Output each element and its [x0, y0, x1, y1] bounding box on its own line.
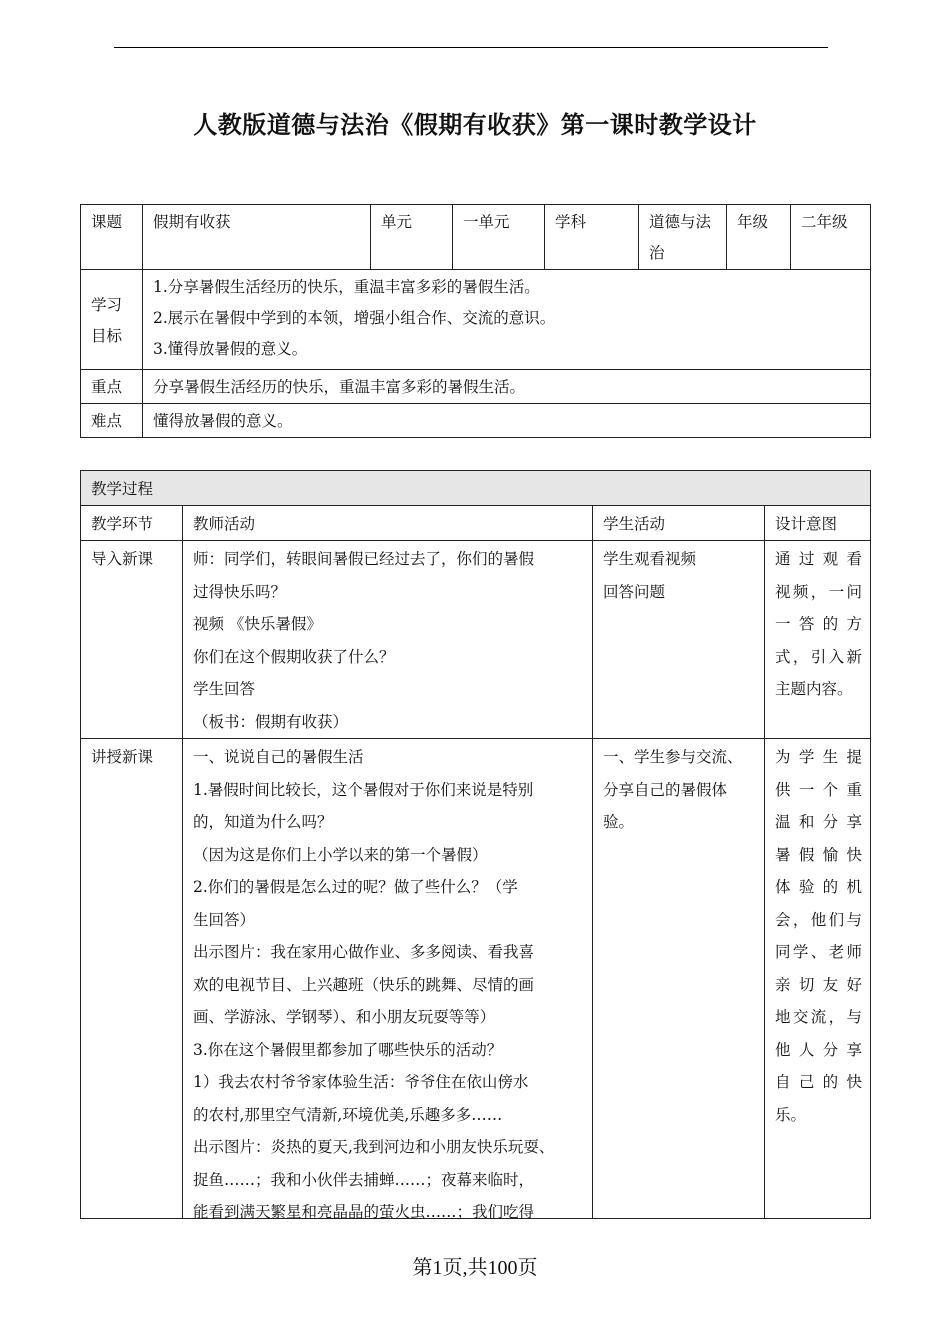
unit-value: 一单元 [453, 205, 545, 270]
stage-cell: 讲授新课 [81, 739, 183, 1219]
process-title-row [81, 471, 871, 506]
teacher-line: 师：同学们，转眼间暑假已经过去了，你们的暑假 [193, 550, 535, 568]
student-activity-cell [593, 739, 765, 1219]
intent-line: 自己的快 [775, 1073, 863, 1091]
student-line: 学生观看视频 [603, 550, 697, 568]
info-row-key [81, 370, 871, 404]
course-info-table [80, 204, 871, 438]
page-number: 第1页,共100页 [412, 1257, 538, 1279]
teacher-line: 学生回答 [193, 680, 256, 698]
topic-value: 假期有收获 [143, 205, 371, 270]
intent-line: 温和分享 [775, 813, 863, 831]
teacher-line: 过得快乐吗？ [193, 582, 287, 601]
intent-line: 同学、老师 [775, 943, 863, 961]
goals-label-line: 学习 [91, 295, 123, 314]
intent-line: 式，引入新 [775, 647, 863, 666]
subject-label: 学科 [545, 205, 639, 270]
grade-label: 年级 [727, 205, 791, 270]
goal-item: 3.懂得放暑假的意义。 [153, 340, 308, 358]
subject-value-line: 治 [649, 244, 665, 262]
key-value: 分享暑假生活经历的快乐，重温丰富多彩的暑假生活。 [143, 370, 871, 404]
intent-line: 主题内容。 [775, 680, 853, 698]
subject-value [639, 205, 727, 270]
teacher-line: 捉鱼……；我和小伙伴去捕蝉……；夜幕来临时， [193, 1170, 535, 1189]
goals-value [143, 270, 871, 370]
design-intent-cell [765, 739, 871, 1219]
process-row-lecture [81, 739, 871, 1219]
info-row-difficulty [81, 404, 871, 438]
intent-line: 会，他们与 [775, 910, 863, 929]
teacher-activity-cell [183, 739, 593, 1219]
teacher-line: 1）我去农村爷爷家体验生活：爷爷住在依山傍水 [193, 1073, 529, 1091]
design-intent-cell [765, 541, 871, 739]
header-rule [114, 47, 828, 48]
process-row-intro [81, 541, 871, 739]
page-title: 人教版道德与法治《假期有收获》第一课时教学设计 [193, 111, 757, 139]
unit-label: 单元 [371, 205, 453, 270]
teacher-line: （板书：假期有收获） [193, 712, 349, 731]
stage-cell: 导入新课 [81, 541, 183, 739]
student-line: 回答问题 [603, 582, 666, 601]
topic-label: 课题 [81, 205, 143, 270]
teacher-line: 欢的电视节目、上兴趣班（快乐的跳舞、尽情的画 [193, 975, 535, 994]
intent-line: 通过观看 [775, 550, 863, 568]
teacher-line: 的，知道为什么吗？ [193, 813, 333, 831]
teaching-process-table [80, 470, 871, 1219]
teacher-line: 视频 《快乐暑假》 [193, 615, 322, 633]
goals-label [81, 270, 143, 370]
difficulty-value: 懂得放暑假的意义。 [143, 404, 871, 438]
teacher-line: 2.你们的暑假是怎么过的呢？做了些什么？（学 [193, 878, 518, 896]
goal-item: 2.展示在暑假中学到的本领，增强小组合作、交流的意识。 [153, 309, 556, 327]
column-header: 学生活动 [593, 506, 765, 541]
key-label: 重点 [81, 370, 143, 404]
intent-line: 地交流，与 [775, 1008, 863, 1026]
intent-line: 暑假愉快 [775, 845, 863, 864]
intent-line: 供一个重 [775, 780, 863, 799]
teacher-line: 能看到满天繁星和亮晶晶的萤火虫……；我们吃得 [193, 1203, 535, 1221]
intent-line: 视频，一问 [775, 582, 863, 601]
teacher-line: 3.你在这个暑假里都参加了哪些快乐的活动？ [193, 1040, 503, 1059]
subject-value-line: 道德与法 [649, 213, 712, 231]
intent-line: 为学生提 [775, 748, 863, 766]
goals-label-line: 目标 [91, 326, 123, 345]
column-header: 教师活动 [183, 506, 593, 541]
student-line: 验。 [603, 813, 635, 831]
teacher-line: 的农村,那里空气清新,环境优美,乐趣多多…… [193, 1105, 503, 1124]
intent-line: 亲切友好 [775, 975, 863, 994]
student-line: 一、学生参与交流、 [603, 748, 743, 766]
info-row-goals [81, 270, 871, 370]
teacher-line: 出示图片：炎热的夏天,我到河边和小朋友快乐玩耍、 [193, 1138, 555, 1156]
teacher-line: 画、学游泳、学钢琴）、和小朋友玩耍等等） [193, 1008, 496, 1026]
process-column-headers [81, 506, 871, 541]
info-row-topic [81, 205, 871, 270]
student-line: 分享自己的暑假体 [603, 780, 728, 799]
teacher-line: 你们在这个假期收获了什么？ [193, 647, 395, 666]
intent-line: 乐。 [775, 1105, 807, 1124]
grade-value: 二年级 [791, 205, 871, 270]
intent-line: 一答的方 [775, 615, 863, 633]
teacher-line: 1.暑假时间比较长，这个暑假对于你们来说是特别 [193, 780, 534, 799]
goal-item: 1.分享暑假生活经历的快乐，重温丰富多彩的暑假生活。 [153, 278, 540, 296]
student-activity-cell [593, 541, 765, 739]
intent-line: 体验的机 [775, 878, 863, 896]
difficulty-label: 难点 [81, 404, 143, 438]
process-title: 教学过程 [81, 471, 871, 506]
teacher-line: 一、说说自己的暑假生活 [193, 748, 364, 766]
teacher-line: 出示图片：我在家用心做作业、多多阅读、看我喜 [193, 943, 535, 961]
column-header: 教学环节 [81, 506, 183, 541]
teacher-text-block [193, 741, 584, 1221]
intent-line: 他人分享 [775, 1040, 863, 1059]
teacher-line: 生回答） [193, 910, 256, 929]
teacher-line: （因为这是你们上小学以来的第一个暑假） [193, 845, 488, 864]
column-header: 设计意图 [765, 506, 871, 541]
teacher-activity-cell [183, 541, 593, 739]
